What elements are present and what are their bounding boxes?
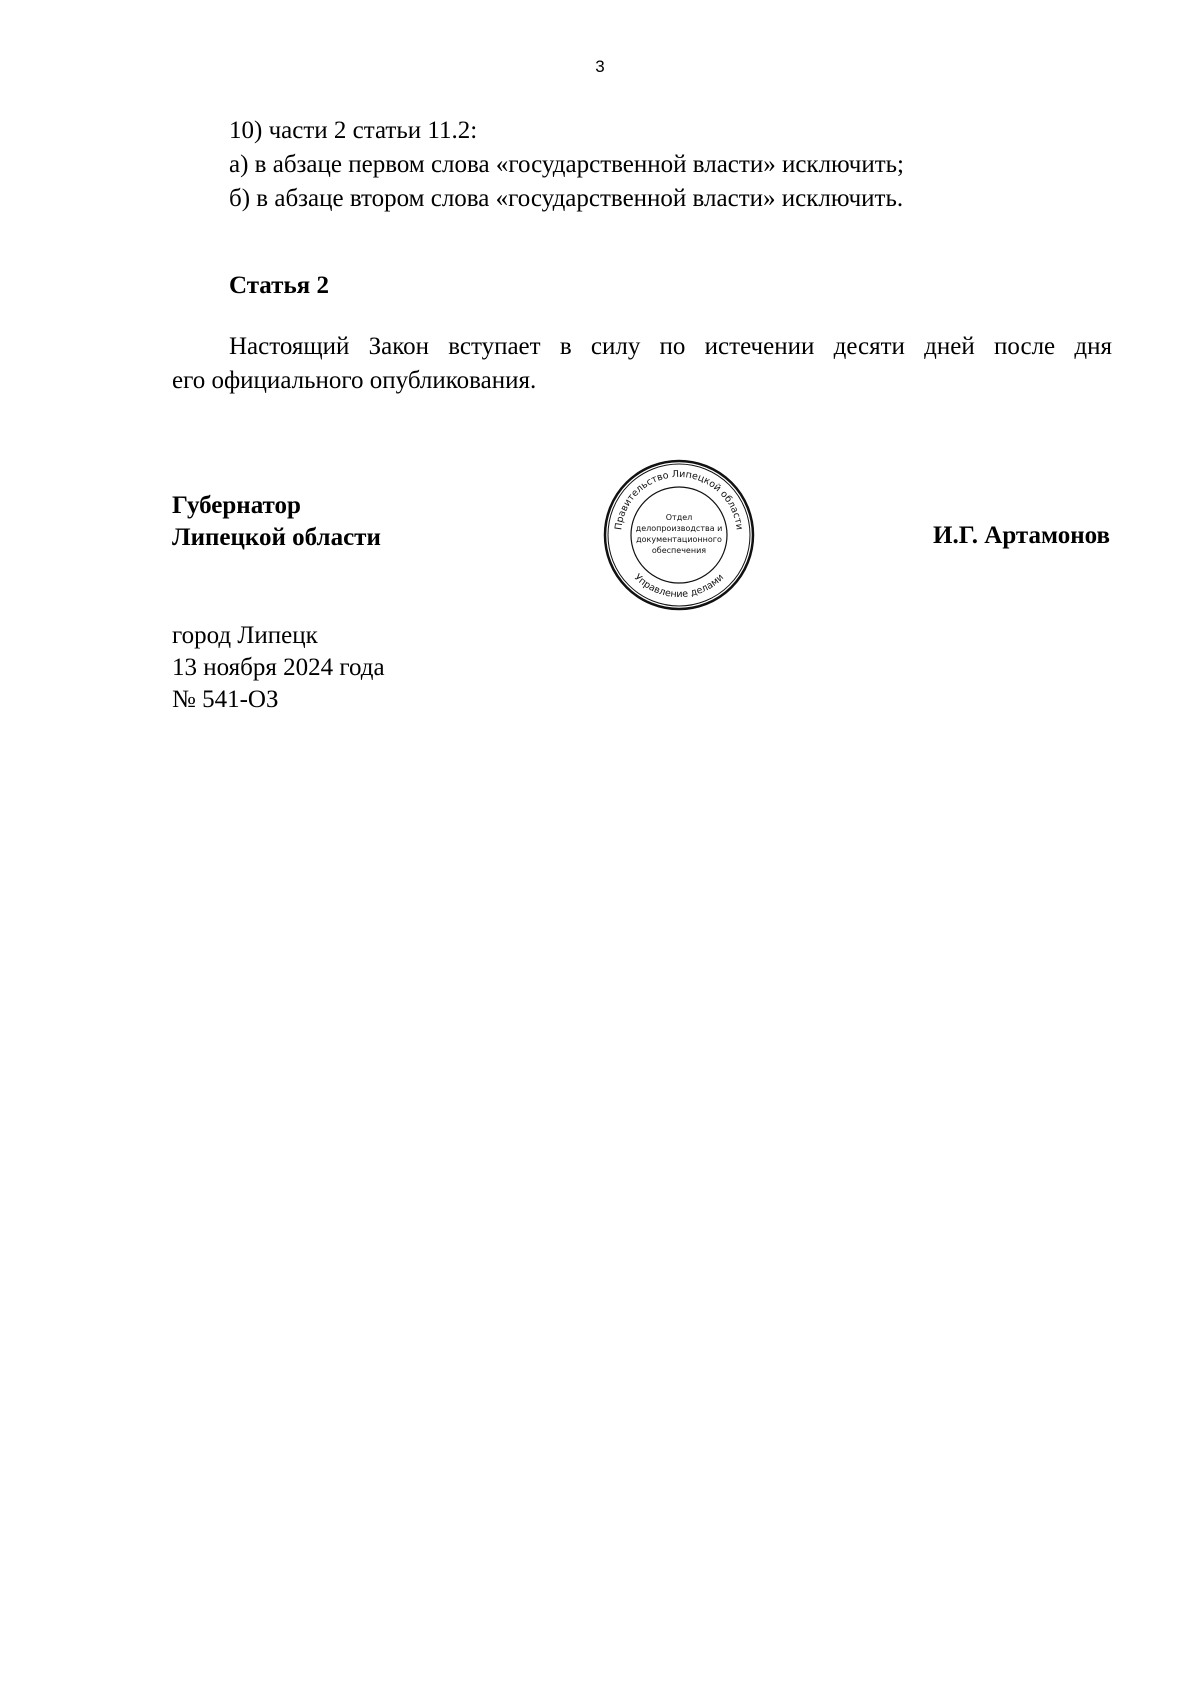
seal-outer-text: Правительство Липецкой области [613, 468, 745, 531]
article-text-line: его официального опубликования. [172, 367, 537, 394]
law-number: № 541-ОЗ [172, 686, 279, 713]
seal-bottom-text: Управление делами [631, 571, 727, 601]
city: город Липецк [172, 622, 318, 649]
seal-inner-line: делопроизводства и [635, 524, 723, 533]
signatory-name: И.Г. Артамонов [933, 522, 1110, 549]
signatory-title [172, 490, 381, 554]
official-seal-stamp [602, 458, 756, 612]
article-text-line: Настоящий Закон вступает в силу по истечении десяти дней после дня [229, 333, 1112, 360]
seal-inner-line: обеспечения [651, 546, 707, 555]
seal-inner-line: документационного [636, 535, 722, 544]
seal-inner-line: Отдел [665, 513, 693, 522]
document-place-date [172, 620, 385, 716]
article-heading: Статья 2 [229, 272, 329, 299]
page-number: 3 [595, 57, 605, 76]
signatory-title-line: Липецкой области [172, 524, 381, 551]
amendment-item: а) в абзаце первом слова «государственной власти» исключить; [229, 151, 904, 178]
article-body [172, 330, 1112, 398]
date: 13 ноября 2024 года [172, 654, 385, 681]
amendment-item: б) в абзаце втором слова «государственной власти» исключить. [229, 185, 904, 212]
amendment-item: 10) части 2 статьи 11.2: [229, 117, 478, 144]
signatory-title-line: Губернатор [172, 492, 301, 519]
